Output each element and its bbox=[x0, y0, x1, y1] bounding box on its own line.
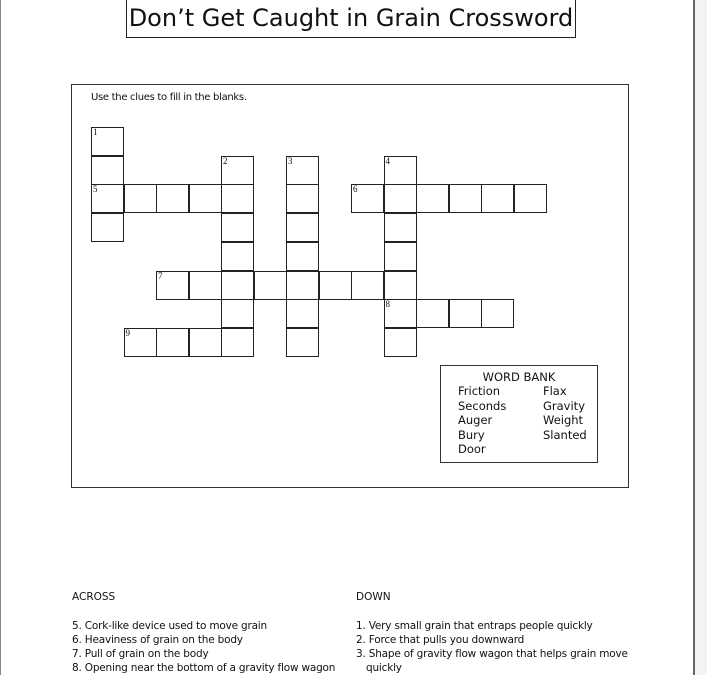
crossword-cell bbox=[286, 242, 319, 271]
clue-number: 2 bbox=[223, 155, 228, 166]
crossword-cell bbox=[384, 156, 417, 185]
crossword-cell bbox=[481, 299, 514, 328]
across-clue: 5. Cork-like device used to move grain bbox=[72, 620, 267, 632]
clue-number: 6 bbox=[353, 184, 358, 195]
crossword-cell bbox=[481, 184, 514, 213]
crossword-cell bbox=[221, 271, 254, 300]
clue-number: 8 bbox=[385, 299, 390, 310]
word-bank-item: Friction bbox=[458, 384, 501, 398]
crossword-cell bbox=[286, 184, 319, 213]
word-bank-right-column bbox=[543, 384, 587, 442]
across-clues bbox=[72, 619, 335, 675]
crossword-cell bbox=[351, 271, 384, 300]
clue-number: 1 bbox=[93, 127, 98, 137]
word-bank bbox=[440, 365, 598, 463]
crossword-cell bbox=[221, 242, 254, 271]
crossword-cell bbox=[449, 184, 482, 213]
crossword-cell bbox=[384, 271, 417, 300]
word-bank-item: Slanted bbox=[543, 427, 587, 442]
across-clue: 7. Pull of grain on the body bbox=[72, 648, 209, 660]
instructions: Use the clues to fill in the blanks. bbox=[91, 92, 247, 103]
down-clue: 1. Very small grain that entraps people quickly bbox=[356, 620, 593, 632]
crossword-cell bbox=[189, 328, 222, 357]
crossword-cell bbox=[254, 271, 287, 300]
across-heading: ACROSS bbox=[72, 591, 116, 603]
crossword-cell bbox=[384, 299, 417, 328]
crossword-cell bbox=[286, 213, 319, 242]
word-bank-item: Door bbox=[458, 442, 486, 456]
word-bank-item: Auger bbox=[458, 413, 493, 427]
clue-number: 3 bbox=[288, 155, 293, 166]
crossword-cell bbox=[286, 156, 319, 185]
crossword-cell bbox=[416, 299, 449, 328]
clue-number: 9 bbox=[125, 327, 130, 338]
crossword-cell bbox=[124, 328, 157, 357]
down-clue: quickly bbox=[366, 662, 402, 674]
crossword-cell bbox=[514, 184, 547, 213]
down-heading: DOWN bbox=[356, 591, 391, 603]
crossword-cell bbox=[286, 271, 319, 300]
crossword-cell bbox=[91, 213, 124, 242]
crossword-cell bbox=[124, 184, 157, 213]
crossword-cell bbox=[221, 299, 254, 328]
crossword-cell bbox=[449, 299, 482, 328]
across-clue: 6. Heaviness of grain on the body bbox=[72, 634, 243, 646]
word-bank-item: Flax bbox=[543, 384, 567, 398]
word-bank-item: Bury bbox=[458, 427, 485, 442]
page-left-edge bbox=[0, 0, 1, 675]
word-bank-left-column bbox=[458, 384, 506, 457]
clue-number: 5 bbox=[93, 184, 98, 195]
crossword-cell bbox=[91, 127, 124, 156]
down-clue: 2. Force that pulls you downward bbox=[356, 634, 525, 646]
crossword-cell bbox=[221, 328, 254, 357]
crossword-cell bbox=[156, 271, 189, 300]
crossword-cell bbox=[91, 184, 124, 213]
crossword-cell bbox=[319, 271, 352, 300]
crossword-cell bbox=[384, 328, 417, 357]
crossword-cell bbox=[221, 184, 254, 213]
word-bank-item: Seconds bbox=[458, 398, 507, 413]
crossword-cell bbox=[384, 184, 417, 213]
crossword-cell bbox=[416, 184, 449, 213]
crossword-cell bbox=[351, 184, 384, 213]
word-bank-item: Weight bbox=[543, 413, 584, 427]
crossword-cell bbox=[156, 184, 189, 213]
crossword-cell bbox=[221, 213, 254, 242]
crossword-cell bbox=[286, 328, 319, 357]
crossword-cell bbox=[156, 328, 189, 357]
title-box bbox=[126, 0, 576, 38]
crossword-cell bbox=[384, 213, 417, 242]
down-clue: 3. Shape of gravity flow wagon that helps grain move bbox=[356, 648, 628, 660]
clue-number: 7 bbox=[158, 270, 163, 281]
down-clues bbox=[356, 619, 628, 675]
crossword-cell bbox=[91, 156, 124, 185]
page-shadow bbox=[695, 0, 707, 675]
crossword-cell bbox=[189, 271, 222, 300]
page-title: Don’t Get Caught in Grain Crossword bbox=[128, 4, 574, 32]
clue-number: 4 bbox=[385, 155, 390, 166]
word-bank-item: Gravity bbox=[543, 398, 586, 413]
word-bank-title: WORD BANK bbox=[482, 370, 556, 384]
crossword-cell bbox=[189, 184, 222, 213]
crossword-cell bbox=[384, 242, 417, 271]
crossword-cell bbox=[286, 299, 319, 328]
crossword-cell bbox=[221, 156, 254, 185]
across-clue: 8. Opening near the bottom of a gravity flow wagon bbox=[72, 662, 336, 674]
